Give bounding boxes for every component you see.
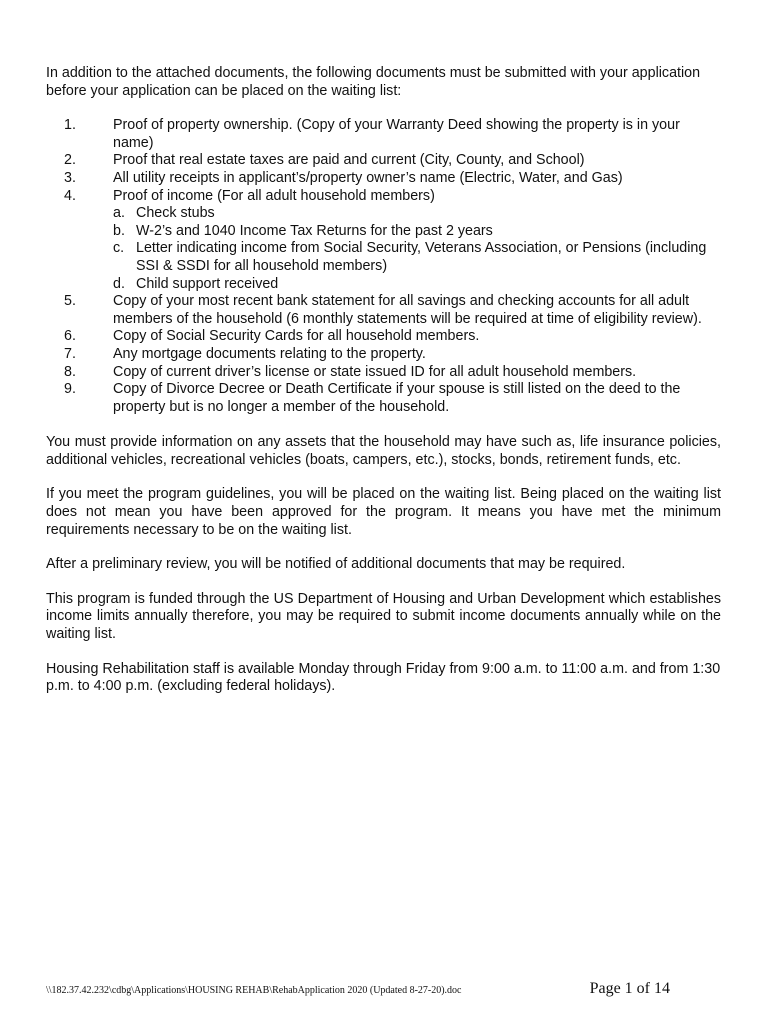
list-item-text: Copy of Social Security Cards for all household members. <box>113 328 480 345</box>
sublist-item <box>113 223 721 241</box>
list-item <box>46 170 721 188</box>
list-item-number: 6. <box>64 328 76 345</box>
intro-paragraph: In addition to the attached documents, the following documents must be submitted with your application before your application can be placed on the waiting list: <box>46 65 701 99</box>
list-item-number: 3. <box>64 169 76 186</box>
list-item-text: Proof of property ownership. (Copy of your Warranty Deed showing the property is in your name) <box>113 117 680 151</box>
sublist-item-letter: c. <box>113 240 125 257</box>
sublist-item-text: Letter indicating income from Social Security, Veterans Association, or Pensions (including SSI & SSDI for all household members) <box>136 240 707 274</box>
list-item-number: 2. <box>64 152 76 169</box>
sublist-item-text: Child support received <box>136 275 279 292</box>
sublist-item-letter: d. <box>113 275 125 292</box>
list-item-text: Copy of your most recent bank statement for all savings and checking accounts for all adult members of the household (6 monthly statements will be required at time of eligibility review). <box>113 293 702 327</box>
list-item <box>46 381 721 416</box>
income-proof-sublist <box>113 205 721 293</box>
list-item <box>46 117 721 152</box>
list-item-number: 9. <box>64 381 76 398</box>
assets-paragraph: You must provide information on any assets that the household may have such as, life insurance policies, additional vehicles, recreational vehicles (boats, campers, etc.), stocks, bonds, retirement funds, etc. <box>46 434 721 468</box>
funding-paragraph: This program is funded through the US Department of Housing and Urban Development which establishes income limits annually therefore, you may be required to submit income documents annually while on the waiting list. <box>46 590 721 643</box>
hours-paragraph: Housing Rehabilitation staff is available Monday through Friday from 9:00 a.m. to 11:00 a.m. and from 1:30 p.m. to 4:00 p.m. (excluding federal holidays). <box>46 660 721 695</box>
page-number: Page 1 of 14 <box>589 980 670 997</box>
list-item-body <box>113 188 721 294</box>
list-item-number: 7. <box>64 345 76 362</box>
sublist-item-letter: b. <box>113 222 125 239</box>
list-item-text: Proof that real estate taxes are paid and current (City, County, and School) <box>113 152 585 169</box>
list-item <box>46 188 721 294</box>
list-item-number: 1. <box>64 117 76 134</box>
list-item <box>46 346 721 364</box>
list-item <box>46 364 721 382</box>
list-item <box>46 152 721 170</box>
page-footer <box>46 980 670 1000</box>
sublist-item <box>113 276 721 294</box>
list-item-text: Any mortgage documents relating to the property. <box>113 345 426 362</box>
review-paragraph: After a preliminary review, you will be notified of additional documents that may be required. <box>46 556 626 573</box>
sublist-item <box>113 240 721 275</box>
sublist-item-text: W-2’s and 1040 Income Tax Returns for the past 2 years <box>136 222 493 239</box>
document-page <box>46 65 721 696</box>
list-item-text: All utility receipts in applicant’s/property owner’s name (Electric, Water, and Gas) <box>113 169 623 186</box>
list-item-number: 4. <box>64 187 76 204</box>
list-item-number: 8. <box>64 363 76 380</box>
list-item <box>46 328 721 346</box>
footer-file-path: \\182.37.42.232\cdbg\Applications\HOUSING REHAB\RehabApplication 2020 (Updated 8-27-20).doc <box>46 985 462 996</box>
sublist-item <box>113 205 721 223</box>
required-documents-list <box>46 117 721 416</box>
sublist-item-letter: a. <box>113 205 125 222</box>
sublist-item-text: Check stubs <box>136 205 215 222</box>
guidelines-paragraph: If you meet the program guidelines, you will be placed on the waiting list. Being placed on the waiting list does not mean you have been approved for the program. It means you have met the minimum requirements necessary to be on the waiting list. <box>46 486 721 538</box>
list-item-text: Copy of Divorce Decree or Death Certificate if your spouse is still listed on the deed to the property but is no longer a member of the household. <box>113 381 681 415</box>
list-item-text: Copy of current driver’s license or state issued ID for all adult household members. <box>113 363 637 380</box>
list-item <box>46 293 721 328</box>
list-item-text: Proof of income (For all adult household members) <box>113 187 435 204</box>
list-item-number: 5. <box>64 293 76 310</box>
